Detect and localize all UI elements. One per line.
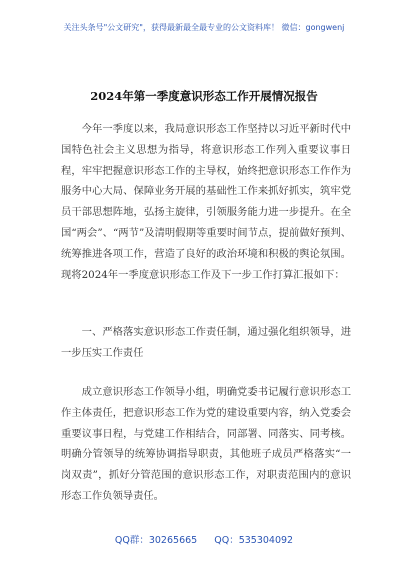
footer-contact (0, 532, 408, 546)
header-promo-text: 关注头条号"公文研究"，获得最新最全最专业的公文资料库！ 微信：gongwenj (63, 23, 345, 32)
document-title: 2024年第一季度意识形态工作开展情况报告 (90, 89, 318, 103)
footer-qq-number: QQ：535304092 (214, 535, 294, 546)
paragraph-section-1: 成立意识形态工作领导小组，明确党委书记履行意识形态工作主体责任，把意识形态工作为党的建设重要内容，纳入党委会重要议事日程，与党建工作相结合，同部署、同落实、同考核。明确分管领导的统筹协调指导职责，其他班子成员严格落实“一岗双责”，抓好分管范围的意识形态工作，对职责范围内的意识形态工作负领导责任。 (61, 386, 351, 502)
section-heading-1: 一、严格落实意识形态工作责任制，通过强化组织领导，进一步压实工作责任 (61, 326, 351, 359)
footer-qq-group: QQ群：30265665 (114, 535, 198, 546)
paragraph-intro: 今年一季度以来，我局意识形态工作坚持以习近平新时代中国特色社会主义思想为指导，将意识形态工作列入重要议事日程，牢牢把握意识形态工作的主导权，始终把意识形态工作作为服务中心大局、保障业务开展的基础性工作来抓好抓实，筑牢党员干部思想阵地，弘扬主旋律，引领服务能力进一步提升。在全国“两会”、“两节”及清明假期等重要时间节点，提前做好预判、统筹推进各项工作，营造了良好的政治环境和积极的舆论氛围。现将2024年一季度意识形态工作及下一步工作打算汇报如下： (61, 123, 351, 281)
